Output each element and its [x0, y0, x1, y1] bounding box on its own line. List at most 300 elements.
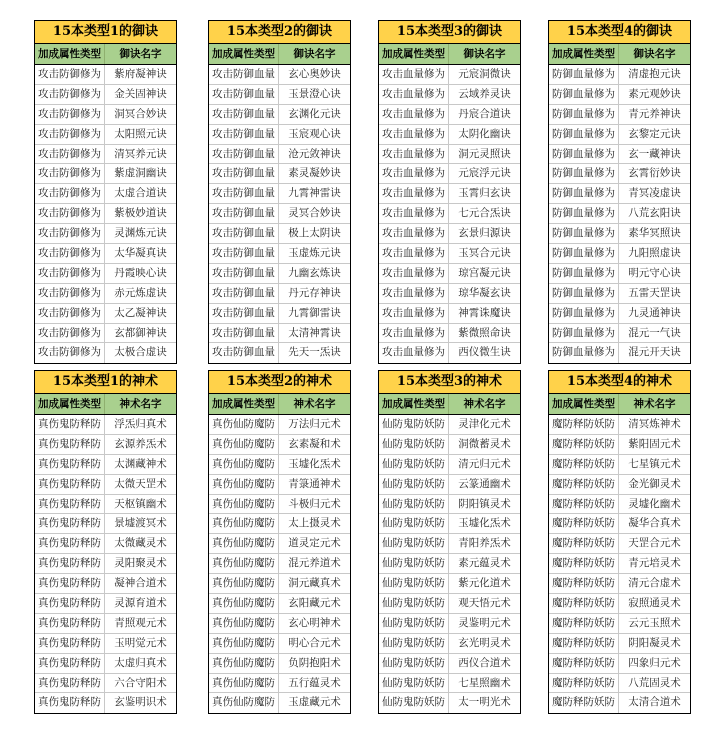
table-row — [549, 85, 690, 105]
table-row — [379, 435, 520, 455]
cell-attribute-type: 魔防释防妖防 — [549, 475, 619, 494]
table-row — [35, 634, 176, 654]
cell-attribute-type: 攻击防御修为 — [35, 224, 105, 243]
cell-attribute-type: 仙防鬼防妖防 — [379, 455, 449, 474]
cell-attribute-type: 真伤仙防魔防 — [209, 415, 279, 434]
cell-name: 神霄诛魔诀 — [458, 306, 511, 319]
cell-attribute-type: 魔防释防妖防 — [549, 455, 619, 474]
cell-attribute-type: 真伤鬼防释防 — [35, 674, 105, 693]
table-row — [35, 85, 176, 105]
cell-attribute-type: 防御血量修为 — [549, 343, 619, 363]
table-row — [35, 184, 176, 204]
cell-attribute-type: 真伤鬼防释防 — [35, 475, 105, 494]
table-row — [379, 495, 520, 515]
header-attribute-type: 加成属性类型 — [209, 394, 279, 414]
table-row — [209, 455, 350, 475]
cell-name: 青箓通神术 — [288, 477, 341, 490]
cell-attribute-type: 攻击血量修为 — [379, 105, 449, 124]
table-row — [35, 125, 176, 145]
cell-attribute-type: 攻击防御修为 — [35, 85, 105, 104]
table-row — [549, 614, 690, 634]
cell-attribute-type: 真伤鬼防释防 — [35, 514, 105, 533]
cell-attribute-type: 魔防释防妖防 — [549, 514, 619, 533]
cell-attribute-type: 魔防释防妖防 — [549, 654, 619, 673]
table-row — [379, 594, 520, 614]
cell-name: 青阳养炁术 — [458, 537, 511, 550]
cell-name: 太清神霄诀 — [288, 326, 341, 339]
header-name: 御诀名字 — [633, 48, 676, 60]
cell-attribute-type: 真伤鬼防释防 — [35, 534, 105, 553]
cell-attribute-type: 攻击防御血量 — [209, 244, 279, 263]
table-row — [549, 244, 690, 264]
table-row — [209, 145, 350, 165]
cell-attribute-type: 仙防鬼防妖防 — [379, 634, 449, 653]
table-row — [209, 674, 350, 694]
cell-name: 洞微蓄灵术 — [458, 437, 511, 450]
cell-name: 青冥凌虚诀 — [628, 187, 681, 200]
cell-name: 清元合虚术 — [628, 577, 681, 590]
table-row — [35, 65, 176, 85]
cell-attribute-type: 真伤鬼防释防 — [35, 455, 105, 474]
table-row — [379, 455, 520, 475]
cell-attribute-type: 攻击防御修为 — [35, 284, 105, 303]
cell-name: 七星镇元术 — [628, 457, 681, 470]
cell-name: 元宸浮元诀 — [458, 167, 511, 180]
table-row — [209, 105, 350, 125]
cell-name: 太阳照元诀 — [114, 127, 167, 140]
header-attribute-type: 加成属性类型 — [35, 394, 105, 414]
cell-name: 玄鉴明识术 — [114, 696, 167, 709]
cell-name: 清元归元术 — [458, 457, 511, 470]
table-row — [35, 475, 176, 495]
header-attribute-type: 加成属性类型 — [209, 44, 279, 64]
cell-name: 清冥养元诀 — [114, 147, 167, 160]
table-row — [549, 634, 690, 654]
table-row — [379, 693, 520, 713]
cell-attribute-type: 攻击防御血量 — [209, 125, 279, 144]
cell-attribute-type: 真伤仙防魔防 — [209, 495, 279, 514]
cell-name: 太极合虚诀 — [114, 346, 167, 359]
table-row — [35, 455, 176, 475]
table-row — [35, 264, 176, 284]
cell-name: 紫虚洞幽诀 — [114, 167, 167, 180]
table-row — [549, 475, 690, 495]
cell-attribute-type: 攻击防御血量 — [209, 324, 279, 343]
cell-name: 元宸洞微诀 — [458, 68, 511, 80]
cell-name: 六合守阳术 — [114, 676, 167, 689]
cell-name: 素元观妙诀 — [628, 87, 681, 100]
table-row — [379, 574, 520, 594]
table-row — [379, 475, 520, 495]
cell-name: 灵鉴明元术 — [458, 616, 511, 629]
cell-name: 八荒固灵术 — [628, 676, 681, 689]
cell-name: 赤元炼虚诀 — [114, 286, 167, 299]
table-row — [379, 514, 520, 534]
cell-name: 玉虚藏元术 — [288, 696, 341, 709]
cell-attribute-type: 真伤仙防魔防 — [209, 435, 279, 454]
cell-name: 琼宫凝元诀 — [458, 266, 511, 279]
table-row — [209, 65, 350, 85]
table-row — [549, 594, 690, 614]
cell-attribute-type: 攻击血量修为 — [379, 164, 449, 183]
table-title: 15本类型2的御诀 — [209, 21, 350, 44]
cell-attribute-type: 仙防鬼防妖防 — [379, 574, 449, 593]
cell-name: 八荒玄阳诀 — [628, 207, 681, 220]
table-row — [379, 614, 520, 634]
cell-name: 太乙凝神诀 — [114, 306, 167, 319]
cell-attribute-type: 攻击防御血量 — [209, 184, 279, 203]
cell-attribute-type: 防御血量修为 — [549, 85, 619, 104]
cell-name: 青照观元术 — [114, 616, 167, 629]
cell-name: 阴阳镇灵术 — [458, 497, 511, 510]
table-row — [379, 415, 520, 435]
cell-name: 九幽玄炼诀 — [288, 266, 341, 279]
table-row — [209, 634, 350, 654]
header-attribute-type: 加成属性类型 — [549, 394, 619, 414]
table-row — [209, 574, 350, 594]
table-title: 15本类型3的御诀 — [379, 21, 520, 44]
cell-attribute-type: 仙防鬼防妖防 — [379, 654, 449, 673]
cell-name: 金光御灵术 — [628, 477, 681, 490]
table-row — [549, 514, 690, 534]
cell-name: 紫阳固元术 — [628, 437, 681, 450]
cell-name: 玄渊化元诀 — [288, 107, 341, 120]
cell-name: 素灵凝妙诀 — [288, 167, 341, 180]
table-header — [549, 44, 690, 65]
cell-attribute-type: 真伤鬼防释防 — [35, 594, 105, 613]
table-header — [379, 44, 520, 65]
cell-attribute-type: 防御血量修为 — [549, 164, 619, 183]
cell-name: 沧元敛神诀 — [288, 147, 341, 160]
table-row — [379, 65, 520, 85]
cell-attribute-type: 防御血量修为 — [549, 105, 619, 124]
cell-name: 玄阳藏元术 — [288, 597, 341, 610]
cell-attribute-type: 魔防释防妖防 — [549, 495, 619, 514]
table-row — [35, 674, 176, 694]
table-row — [35, 654, 176, 674]
cell-name: 太渊藏神术 — [114, 457, 167, 470]
cell-name: 玉墟化炁术 — [458, 517, 511, 530]
cell-attribute-type: 防御血量修为 — [549, 224, 619, 243]
cell-name: 道灵定元术 — [288, 537, 341, 550]
cell-name: 玉冥合元诀 — [458, 247, 511, 260]
cell-name: 灵源育道术 — [114, 597, 167, 610]
cell-name: 紫府凝神诀 — [114, 68, 167, 80]
cell-attribute-type: 防御血量修为 — [549, 284, 619, 303]
table-row — [209, 514, 350, 534]
table-row — [549, 65, 690, 85]
cell-name: 太阴化幽诀 — [458, 127, 511, 140]
cell-attribute-type: 攻击防御血量 — [209, 164, 279, 183]
cell-name: 玄源养炁术 — [114, 437, 167, 450]
cell-attribute-type: 攻击血量修为 — [379, 264, 449, 283]
cell-attribute-type: 攻击防御修为 — [35, 343, 105, 363]
cell-attribute-type: 真伤鬼防释防 — [35, 574, 105, 593]
table-row — [209, 475, 350, 495]
cell-attribute-type: 真伤鬼防释防 — [35, 693, 105, 713]
header-name: 御诀名字 — [463, 48, 506, 60]
table-row — [549, 324, 690, 344]
cell-attribute-type: 攻击血量修为 — [379, 343, 449, 363]
header-name: 神术名字 — [119, 398, 162, 410]
cell-attribute-type: 仙防鬼防妖防 — [379, 475, 449, 494]
table-row — [379, 554, 520, 574]
table-row — [379, 125, 520, 145]
cell-name: 极上太阴诀 — [288, 227, 341, 240]
cell-attribute-type: 魔防释防妖防 — [549, 435, 619, 454]
cell-attribute-type: 真伤鬼防释防 — [35, 614, 105, 633]
table-row — [35, 514, 176, 534]
table-row — [379, 304, 520, 324]
cell-attribute-type: 攻击血量修为 — [379, 244, 449, 263]
table-row — [549, 304, 690, 324]
cell-name: 天罡合元术 — [628, 537, 681, 550]
table-row — [209, 164, 350, 184]
table-row — [35, 343, 176, 363]
cell-name: 太一明光术 — [458, 696, 511, 709]
cell-attribute-type: 攻击血量修为 — [379, 145, 449, 164]
table-8 — [548, 370, 691, 714]
table-row — [549, 204, 690, 224]
cell-name: 太虚合道诀 — [114, 187, 167, 200]
table-3 — [378, 20, 521, 364]
cell-attribute-type: 攻击防御修为 — [35, 164, 105, 183]
cell-attribute-type: 仙防鬼防妖防 — [379, 614, 449, 633]
table-row — [35, 534, 176, 554]
cell-name: 九霄御雷诀 — [288, 306, 341, 319]
table-row — [209, 224, 350, 244]
table-5 — [34, 370, 177, 714]
cell-attribute-type: 防御血量修为 — [549, 184, 619, 203]
table-row — [35, 495, 176, 515]
table-row — [35, 574, 176, 594]
cell-attribute-type: 真伤仙防魔防 — [209, 574, 279, 593]
table-row — [35, 204, 176, 224]
table-row — [549, 654, 690, 674]
cell-name: 观天悟元术 — [458, 597, 511, 610]
cell-attribute-type: 攻击防御血量 — [209, 224, 279, 243]
cell-attribute-type: 仙防鬼防妖防 — [379, 514, 449, 533]
table-row — [209, 264, 350, 284]
cell-attribute-type: 魔防释防妖防 — [549, 693, 619, 713]
table-row — [549, 534, 690, 554]
cell-name: 九灵通神诀 — [628, 306, 681, 319]
cell-attribute-type: 真伤鬼防释防 — [35, 654, 105, 673]
cell-name: 玉景澄心诀 — [288, 87, 341, 100]
table-row — [549, 105, 690, 125]
cell-attribute-type: 攻击血量修为 — [379, 184, 449, 203]
header-attribute-type: 加成属性类型 — [379, 394, 449, 414]
cell-attribute-type: 仙防鬼防妖防 — [379, 415, 449, 434]
table-row — [209, 184, 350, 204]
cell-attribute-type: 攻击防御修为 — [35, 65, 105, 84]
cell-attribute-type: 真伤仙防魔防 — [209, 634, 279, 653]
cell-name: 凝神合道术 — [114, 577, 167, 590]
table-header — [209, 394, 350, 415]
table-row — [549, 224, 690, 244]
cell-attribute-type: 魔防释防妖防 — [549, 594, 619, 613]
cell-attribute-type: 攻击防御修为 — [35, 264, 105, 283]
cell-name: 太清合道术 — [628, 696, 681, 709]
cell-attribute-type: 攻击防御血量 — [209, 105, 279, 124]
cell-name: 太虚归真术 — [114, 656, 167, 669]
cell-attribute-type: 防御血量修为 — [549, 125, 619, 144]
cell-name: 云元玉照术 — [628, 616, 681, 629]
table-row — [209, 324, 350, 344]
cell-name: 混元开天诀 — [628, 346, 681, 359]
cell-attribute-type: 攻击血量修为 — [379, 125, 449, 144]
cell-name: 灵津化元术 — [458, 418, 511, 430]
cell-name: 云域养灵诀 — [458, 87, 511, 100]
table-row — [379, 145, 520, 165]
cell-name: 玄霄衍妙诀 — [628, 167, 681, 180]
header-attribute-type: 加成属性类型 — [379, 44, 449, 64]
cell-name: 洞元藏真术 — [288, 577, 341, 590]
cell-name: 丹霞映心诀 — [114, 266, 167, 279]
cell-name: 凝华合真术 — [628, 517, 681, 530]
header-name: 神术名字 — [633, 398, 676, 410]
cell-attribute-type: 攻击防御血量 — [209, 65, 279, 84]
cell-attribute-type: 真伤鬼防释防 — [35, 415, 105, 434]
table-row — [35, 324, 176, 344]
table-row — [549, 264, 690, 284]
cell-name: 先天一炁诀 — [288, 346, 341, 359]
header-name: 神术名字 — [293, 398, 336, 410]
cell-attribute-type: 真伤仙防魔防 — [209, 475, 279, 494]
cell-attribute-type: 攻击防御修为 — [35, 324, 105, 343]
table-6 — [208, 370, 351, 714]
header-attribute-type: 加成属性类型 — [549, 44, 619, 64]
cell-attribute-type: 防御血量修为 — [549, 244, 619, 263]
table-row — [549, 554, 690, 574]
cell-name: 玄都御神诀 — [114, 326, 167, 339]
cell-name: 负阴抱阳术 — [288, 656, 341, 669]
cell-name: 天枢镇幽术 — [114, 497, 167, 510]
cell-name: 紫微照命诀 — [458, 326, 511, 339]
cell-attribute-type: 真伤鬼防释防 — [35, 634, 105, 653]
cell-name: 玄心明神术 — [288, 616, 341, 629]
cell-name: 玉墟化炁术 — [288, 457, 341, 470]
cell-attribute-type: 防御血量修为 — [549, 65, 619, 84]
table-title: 15本类型1的神术 — [35, 371, 176, 394]
table-row — [549, 415, 690, 435]
table-header — [209, 44, 350, 65]
table-row — [209, 244, 350, 264]
table-4 — [548, 20, 691, 364]
table-row — [209, 495, 350, 515]
cell-attribute-type: 攻击防御血量 — [209, 204, 279, 223]
table-row — [209, 85, 350, 105]
cell-attribute-type: 真伤仙防魔防 — [209, 693, 279, 713]
table-row — [549, 145, 690, 165]
cell-name: 灵阳聚灵术 — [114, 557, 167, 570]
cell-name: 灵冥合妙诀 — [288, 207, 341, 220]
table-row — [379, 244, 520, 264]
table-title: 15本类型4的御诀 — [549, 21, 690, 44]
cell-name: 丹元存神诀 — [288, 286, 341, 299]
cell-name: 素元蕴灵术 — [458, 557, 511, 570]
table-row — [549, 164, 690, 184]
cell-name: 四象归元术 — [628, 656, 681, 669]
cell-name: 云篆通幽术 — [458, 477, 511, 490]
table-row — [379, 85, 520, 105]
table-row — [379, 284, 520, 304]
table-row — [379, 264, 520, 284]
cell-name: 九阳照虚诀 — [628, 247, 681, 260]
table-row — [549, 455, 690, 475]
cell-attribute-type: 仙防鬼防妖防 — [379, 594, 449, 613]
cell-attribute-type: 攻击防御血量 — [209, 284, 279, 303]
cell-attribute-type: 攻击防御修为 — [35, 184, 105, 203]
table-2 — [208, 20, 351, 364]
cell-name: 西仪微生诀 — [458, 346, 511, 359]
table-1 — [34, 20, 177, 364]
cell-attribute-type: 魔防释防妖防 — [549, 574, 619, 593]
cell-name: 混元养道术 — [288, 557, 341, 570]
table-row — [209, 693, 350, 713]
cell-attribute-type: 魔防释防妖防 — [549, 634, 619, 653]
table-title: 15本类型4的神术 — [549, 371, 690, 394]
table-row — [35, 614, 176, 634]
cell-attribute-type: 攻击防御血量 — [209, 145, 279, 164]
table-row — [209, 594, 350, 614]
table-header — [379, 394, 520, 415]
table-row — [35, 693, 176, 713]
header-name: 御诀名字 — [119, 48, 162, 60]
cell-name: 七元合炁诀 — [458, 207, 511, 220]
cell-attribute-type: 魔防释防妖防 — [549, 415, 619, 434]
cell-attribute-type: 魔防释防妖防 — [549, 554, 619, 573]
table-row — [35, 105, 176, 125]
cell-name: 寂照通灵术 — [628, 597, 681, 610]
cell-attribute-type: 防御血量修为 — [549, 264, 619, 283]
cell-name: 玉明觉元术 — [114, 636, 167, 649]
table-row — [35, 594, 176, 614]
cell-attribute-type: 魔防释防妖防 — [549, 614, 619, 633]
table-row — [549, 184, 690, 204]
table-row — [379, 204, 520, 224]
table-row — [209, 204, 350, 224]
table-row — [549, 693, 690, 713]
cell-name: 太微天罡术 — [114, 477, 167, 490]
cell-name: 七星照幽术 — [458, 676, 511, 689]
table-row — [549, 574, 690, 594]
cell-name: 金关固神诀 — [114, 87, 167, 100]
cell-name: 玉霄归玄诀 — [458, 187, 511, 200]
table-title: 15本类型3的神术 — [379, 371, 520, 394]
table-row — [379, 164, 520, 184]
cell-attribute-type: 真伤鬼防释防 — [35, 554, 105, 573]
table-row — [549, 343, 690, 363]
table-row — [379, 654, 520, 674]
table-row — [379, 184, 520, 204]
cell-attribute-type: 真伤仙防魔防 — [209, 455, 279, 474]
cell-name: 太华凝真诀 — [114, 247, 167, 260]
table-row — [549, 674, 690, 694]
cell-name: 清虚抱元诀 — [628, 68, 681, 80]
cell-name: 青元培灵术 — [628, 557, 681, 570]
cell-attribute-type: 防御血量修为 — [549, 204, 619, 223]
cell-name: 玉宸观心诀 — [288, 127, 341, 140]
cell-name: 阴阳凝灵术 — [628, 636, 681, 649]
cell-name: 明元守心诀 — [628, 266, 681, 279]
table-row — [35, 224, 176, 244]
cell-attribute-type: 真伤鬼防释防 — [35, 495, 105, 514]
cell-name: 洞元灵照诀 — [458, 147, 511, 160]
cell-name: 五雷天罡诀 — [628, 286, 681, 299]
cell-attribute-type: 仙防鬼防妖防 — [379, 435, 449, 454]
table-title: 15本类型2的神术 — [209, 371, 350, 394]
